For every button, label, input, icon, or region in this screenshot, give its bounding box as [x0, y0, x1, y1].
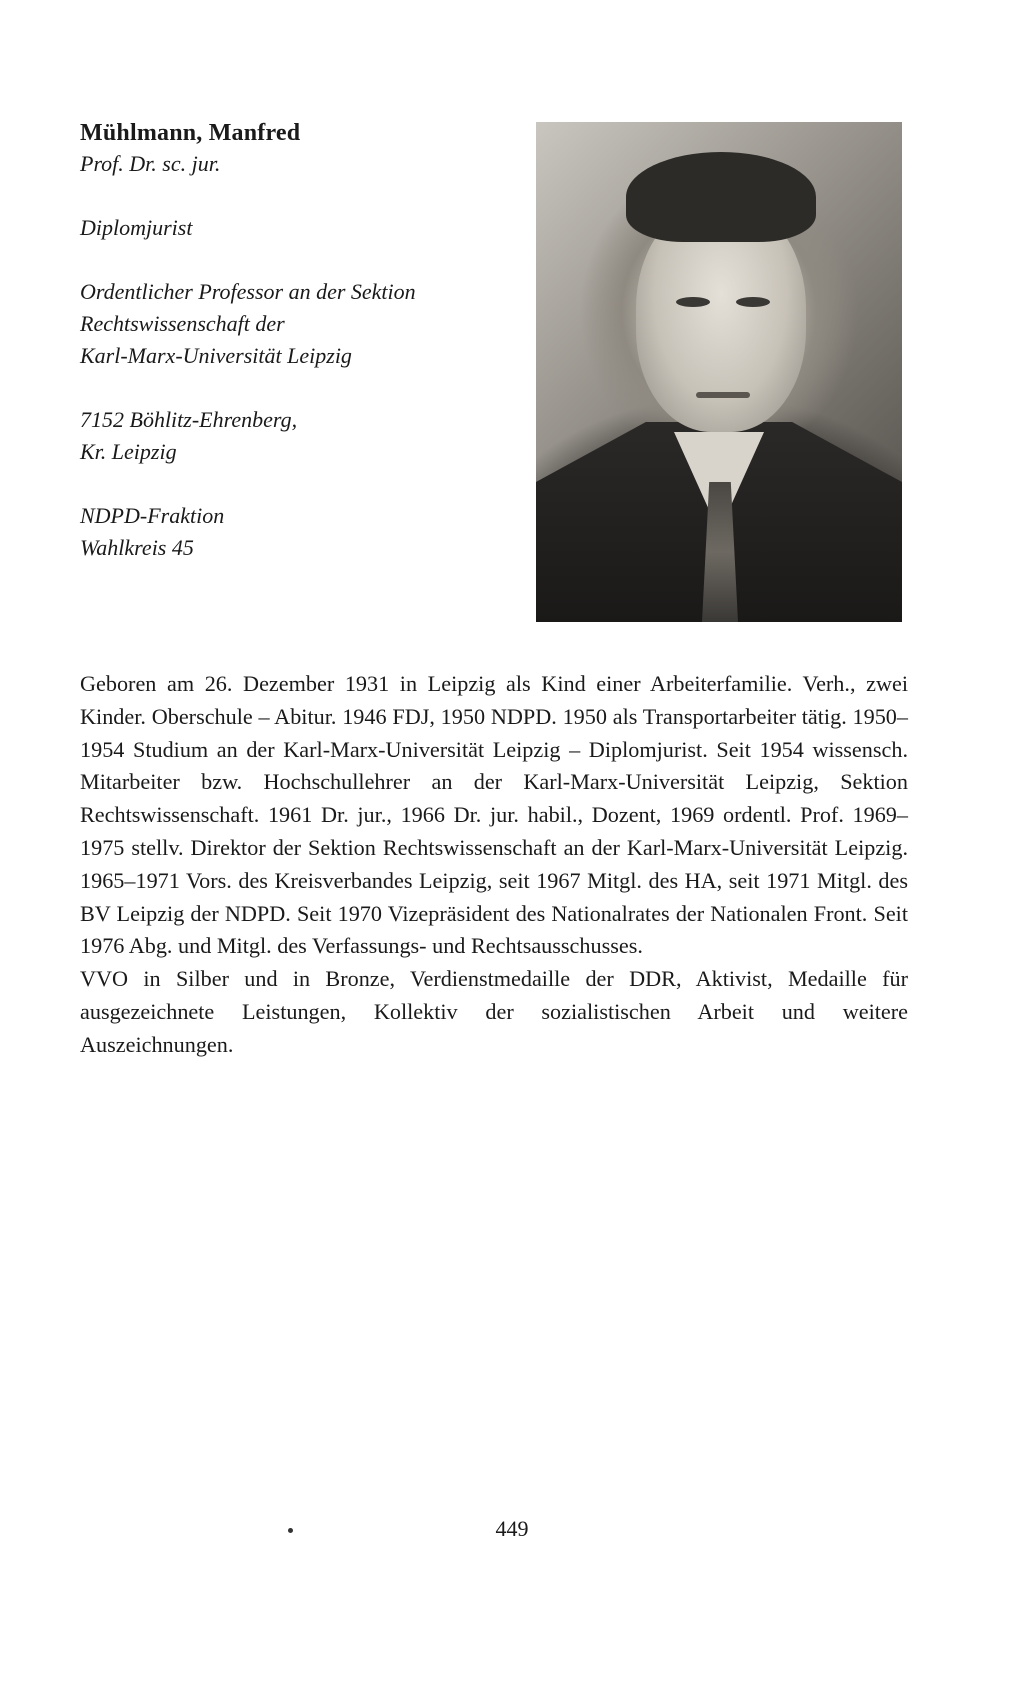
page-number: 449: [495, 1516, 529, 1541]
address-line-2: Kr. Leipzig: [80, 439, 177, 464]
biography-paragraph-1: Geboren am 26. Dezember 1931 in Leipzig als Kind einer Arbeiterfamilie. Verh., zwei Kinder. Oberschule – Abitur. 1946 FDJ, 1950 NDPD. 1950 als Transportarbeiter tätig. 1950–1954 Studium an der Karl-Marx-Universität Leipzig – Diplomjurist. Seit 1954 wissensch. Mitarbeiter bzw. Hochschullehrer an der Karl-Marx-Universität Leipzig, Sektion Rechtswissenschaft. 1961 Dr. jur., 1966 Dr. jur. habil., Dozent, 1969 ordentl. Prof. 1969–1975 stellv. Direktor der Sektion Rechtswissenschaft an der Karl-Marx-Universität Leipzig. 1965–1971 Vors. des Kreisverbandes Leipzig, seit 1967 Mitgl. des HA, seit 1971 Mitgl. des BV Leipzig der NDPD. Seit 1970 Vizepräsident des Nationalrates der Nationalen Front. Seit 1976 Abg. und Mitgl. des Verfassungs- und Rechtsausschusses.: [80, 671, 908, 959]
photo-eye-right: [736, 297, 770, 307]
profession: Diplomjurist: [80, 215, 193, 240]
position-line-3: Karl-Marx-Universität Leipzig: [80, 343, 352, 368]
faction-line-1: NDPD-Fraktion: [80, 503, 225, 528]
position-line-1: Ordentlicher Professor an der Sektion: [80, 279, 416, 304]
faction-line-2: Wahlkreis 45: [80, 535, 194, 560]
photo-eye-left: [676, 297, 710, 307]
photo-hair: [626, 152, 816, 242]
photo-mouth: [696, 392, 750, 398]
position-line-2: Rechtswissenschaft der: [80, 311, 285, 336]
academic-title: Prof. Dr. sc. jur.: [80, 151, 221, 176]
entry-header: [80, 118, 520, 564]
person-name: Mühlmann, Manfred: [80, 120, 301, 146]
biography-paragraph-2: VVO in Silber und in Bronze, Verdienstmedaille der DDR, Aktivist, Medaille für ausgezeichnete Leistungen, Kollektiv der sozialistischen Arbeit und weitere Auszeichnungen.: [80, 966, 908, 1057]
address-line-1: 7152 Böhlitz-Ehrenberg,: [80, 407, 298, 432]
biography: [80, 668, 908, 1062]
portrait-photo: [536, 122, 902, 622]
